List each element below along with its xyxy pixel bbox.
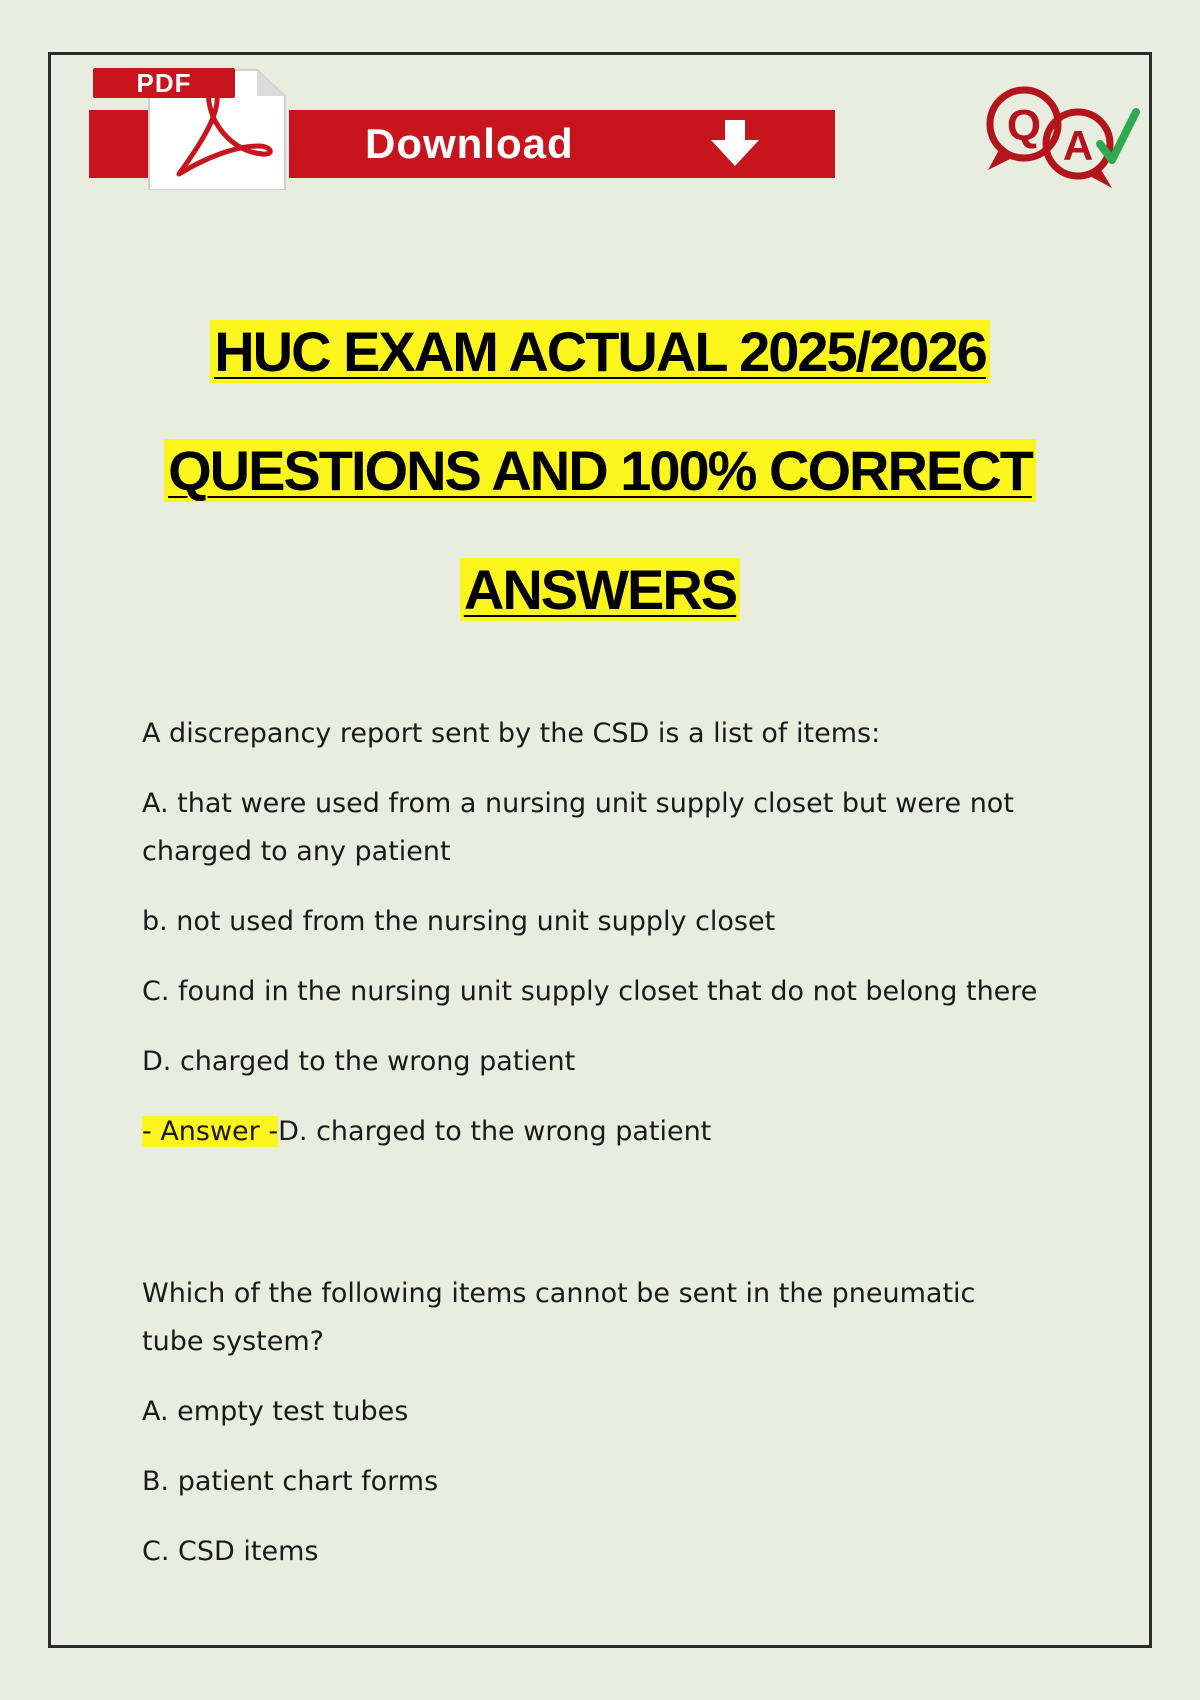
answer-tag: - Answer - xyxy=(142,1116,279,1147)
download-label: Download xyxy=(365,120,574,167)
option-c: C. found in the nursing unit supply closet that do not belong there xyxy=(142,976,1038,1007)
title-line-2: QUESTIONS AND 100% CORRECT xyxy=(164,439,1036,502)
question-2 xyxy=(142,1270,1042,1576)
down-arrow-icon xyxy=(707,118,763,170)
logo-a-letter: A xyxy=(1062,122,1094,169)
question-1 xyxy=(142,710,1042,1156)
banner-bar[interactable] xyxy=(289,110,835,178)
title-line-1: HUC EXAM ACTUAL 2025/2026 xyxy=(210,320,990,383)
option-a: A. empty test tubes xyxy=(142,1396,409,1427)
document-title xyxy=(100,318,1100,675)
option-b: b. not used from the nursing unit supply closet xyxy=(142,906,776,937)
question-prompt: A discrepancy report sent by the CSD is a list of items: xyxy=(142,718,881,749)
pdf-tab: PDF xyxy=(93,68,235,98)
question-prompt: Which of the following items cannot be sent in the pneumatic tube system? xyxy=(142,1278,976,1357)
download-banner[interactable] xyxy=(89,64,835,190)
option-b: B. patient chart forms xyxy=(142,1466,439,1497)
answer-line xyxy=(142,1108,1042,1156)
option-a: A. that were used from a nursing unit supply closet but were not charged to any patient xyxy=(142,788,1014,867)
answer-text: D. charged to the wrong patient xyxy=(278,1116,712,1147)
logo-q-letter: Q xyxy=(1006,101,1042,150)
question-content xyxy=(142,710,1042,1598)
title-line-3: ANSWERS xyxy=(460,558,740,621)
option-c: C. CSD items xyxy=(142,1536,319,1567)
qa-logo xyxy=(980,82,1140,192)
option-d: D. charged to the wrong patient xyxy=(142,1046,576,1077)
